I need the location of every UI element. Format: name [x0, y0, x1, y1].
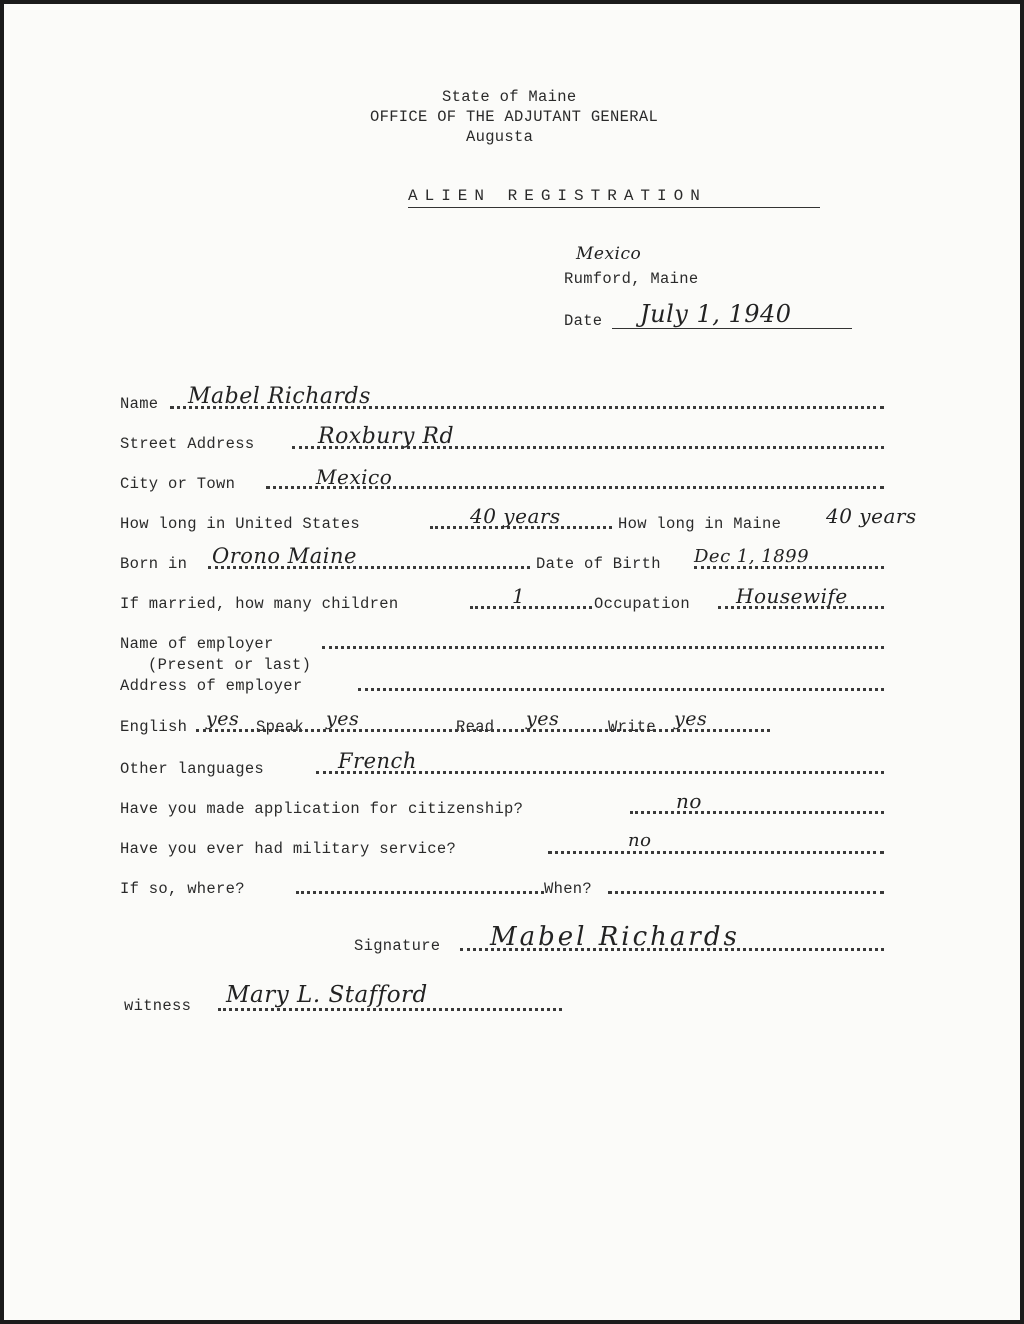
english-value: yes	[206, 708, 240, 730]
employer-label: Name of employer	[120, 635, 274, 653]
employer-sub: (Present or last)	[148, 656, 312, 674]
name-line	[170, 406, 884, 409]
read-value: yes	[526, 708, 560, 730]
citizenship-value: no	[676, 789, 702, 813]
born-in-line	[208, 566, 530, 569]
signature-label: Signature	[354, 937, 441, 955]
street-label: Street Address	[120, 435, 255, 453]
street-value: Roxbury Rd	[318, 424, 455, 449]
read-label: Read	[456, 718, 495, 736]
signature-value: Mabel Richards	[490, 922, 740, 952]
witness-line	[218, 1008, 562, 1011]
witness-label: witness	[124, 997, 192, 1015]
years-us-label: How long in United States	[120, 515, 361, 533]
place-handwritten: Mexico	[576, 244, 642, 264]
where-line	[296, 891, 544, 894]
where-label: If so, where?	[120, 880, 245, 898]
children-line	[470, 606, 592, 609]
other-languages-value: French	[338, 749, 417, 773]
languages-line	[196, 729, 770, 732]
military-line	[548, 851, 884, 854]
speak-value: yes	[326, 708, 360, 730]
write-label: Write	[608, 718, 657, 736]
children-label: If married, how many children	[120, 595, 399, 613]
speak-label: Speak	[256, 718, 305, 736]
date-underline	[612, 328, 852, 329]
city-value: Mexico	[316, 465, 393, 489]
other-languages-label: Other languages	[120, 760, 265, 778]
employer-address-line	[358, 688, 884, 691]
occupation-label: Occupation	[594, 595, 691, 613]
street-line	[292, 446, 884, 449]
military-label: Have you ever had military service?	[120, 840, 457, 858]
years-us-value: 40 years	[470, 504, 561, 528]
born-in-value: Orono Maine	[212, 544, 357, 568]
registration-sheet	[4, 4, 1020, 1320]
occupation-value: Housewife	[736, 584, 848, 608]
born-in-label: Born in	[120, 555, 188, 573]
employer-line	[322, 646, 884, 649]
name-label: Name	[120, 395, 159, 413]
date-value: July 1, 1940	[640, 300, 792, 328]
form-title-underline	[408, 207, 820, 208]
form-title: ALIEN REGISTRATION	[408, 187, 707, 205]
header-state: State of Maine	[442, 88, 577, 106]
other-languages-line	[316, 771, 884, 774]
write-value: yes	[674, 708, 708, 730]
occupation-line	[718, 606, 884, 609]
place-printed: Rumford, Maine	[564, 270, 699, 288]
dob-label: Date of Birth	[536, 555, 661, 573]
header-office: OFFICE OF THE ADJUTANT GENERAL	[370, 108, 659, 126]
signature-line	[460, 948, 884, 951]
citizenship-line	[630, 811, 884, 814]
years-maine-value: 40 years	[826, 504, 917, 528]
employer-address-label: Address of employer	[120, 677, 303, 695]
children-value: 1	[512, 584, 526, 608]
witness-value: Mary L. Stafford	[226, 982, 428, 1008]
name-value: Mabel Richards	[188, 384, 371, 409]
when-label: When?	[544, 880, 593, 898]
english-label: English	[120, 718, 188, 736]
city-line	[266, 486, 884, 489]
when-line	[608, 891, 884, 894]
military-value: no	[628, 830, 652, 851]
city-label: City or Town	[120, 475, 236, 493]
dob-line	[694, 566, 884, 569]
citizenship-label: Have you made application for citizenship?	[120, 800, 524, 818]
header-city: Augusta	[466, 128, 534, 146]
date-label: Date	[564, 312, 603, 330]
dob-value: Dec 1, 1899	[694, 546, 810, 567]
years-maine-label: How long in Maine	[618, 515, 782, 533]
